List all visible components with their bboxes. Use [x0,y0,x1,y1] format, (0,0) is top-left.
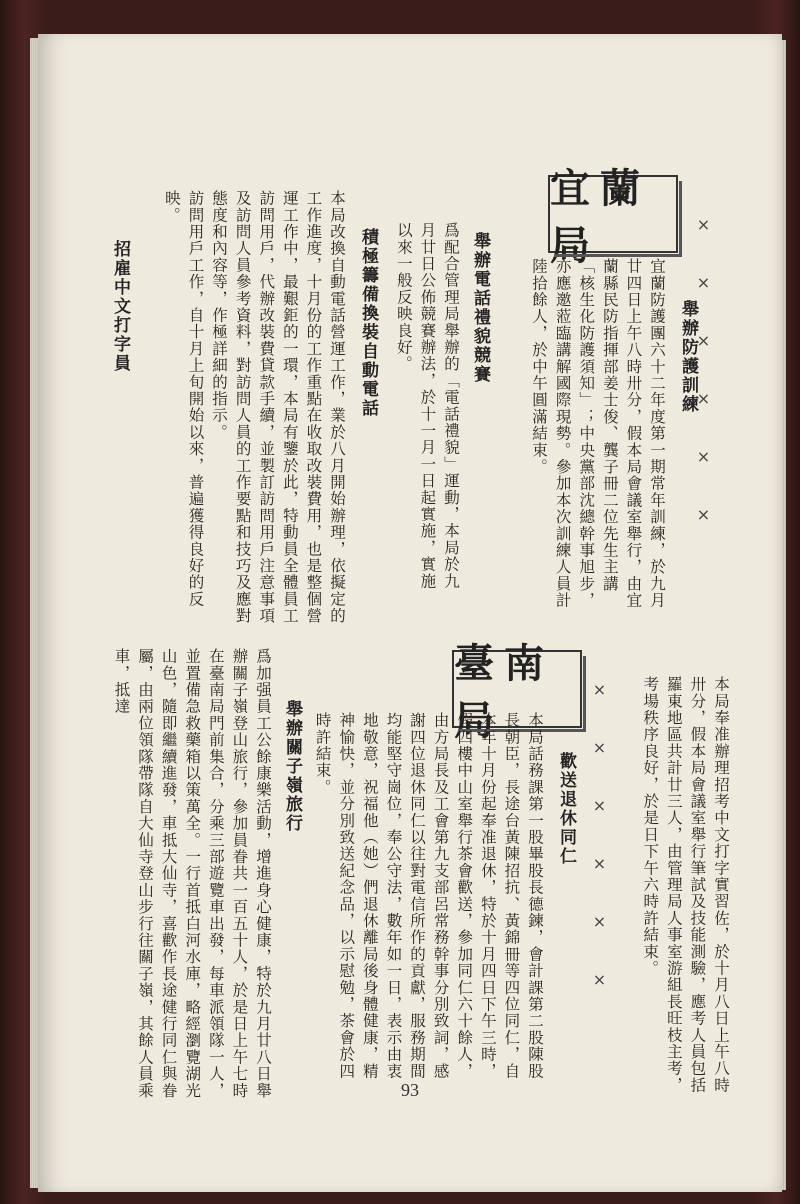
separator-marks-top: ×××××× [694,215,713,563]
article-guanziling-trip: 爲加强員工公餘康樂活動，增進身心健康，特於九月廿八日舉辦關子嶺登山旅行，參加員眷共一百五十人，於是日上午七時在臺南局門前集合，分乘三部遊覽車出發，每車派領隊一人，並置備急救藥箱以策萬全。一行首抵白河水庫，略經瀏覽湖光山色，隨即繼續進發，車抵大仙寺，喜歡作長途健行同仁與眷屬，由兩位領隊帶隊自大仙寺登山步行往關子嶺，其餘人員乘車，抵達 [112,648,272,1099]
heading-protection-training: 舉辦防護訓練 [678,300,698,414]
article-retirement: 本局話務課第一股畢股長德鍊，會計課第二股陳股長朝臣，長途台黃陳招抗、黃錦冊等四位同仁，自本年十月份起奉准退休，特於十月四日下午三時，假四樓中山室舉行茶會歡送，參加同仁六十餘人，由方局長及工會第九支部呂常務幹事分別致詞，感謝四位退休同仁以往對電信所作的貢獻，服務期間均能堅守崗位，奉公守法，數年如一日，表示由衷地敬意，祝福他（她）們退休離局後身體健康，精神愉快，並分別致送紀念品，以示慰勉，茶會於四時許結束。 [313,712,544,1080]
separator-marks-bottom: ×××××× [590,680,609,1028]
tainan-title: 臺南局 [454,640,554,744]
article-protection-training: 宜蘭防護團六十二年度第一期常年訓練，於九月廿四日上午八時卅分，假本局會議室舉行，由宜蘭縣民防指揮部姜士俊、龔子冊二位先生主講「核生化防護須知」；中央黨部沈總幹事旭步，亦應邀蒞臨講解國際現勢。參加本次訓練人員計陸拾餘人，於中午圓滿結束。 [530,258,666,609]
heading-retirement: 歡送退休同仁 [556,752,576,866]
yilan-title: 宜蘭局 [550,165,650,269]
heading-auto-phone: 積極籌備換裝自動電話 [358,228,378,418]
heading-guanziling-trip: 舉辦關子嶺旅行 [282,700,302,833]
article-auto-phone: 本局改換自動電話營運工作，業於八月開始辦理，依擬定的工作進度，十月份的工作重點在收取改裝費用，也是整個營運工作中，最艱鉅的一環，本局有鑒於此，特動員全體員工訪問用戶，代辦改裝費貸款手續，並製訂訪問用戶注意事項及訪問人員參考資料，對訪問人員的工作要點和技巧及應對態度和內容等，作極詳細的指示。 訪問用戶工作，自十月上旬開始以來，普遍獲得良好的反映。 [162,190,346,625]
heading-typist: 招雇中文打字員 [110,240,130,373]
yilan-title-box [548,165,678,269]
article-phone-courtesy: 爲配合管理局舉辦的「電話禮貌」運動，本局於九月廿日公佈競賽辦法，於十一月一日起實施，實施以來一般反映良好。 [394,222,460,590]
article-typist: 本局奉准辦理招考中文打字實習佐，於十月八日上午八時卅分，假本局會議室舉行筆試及技能測驗，應考人員包括羅東地區共計廿三人，由管理局人事室游組長旺枝主考，考場秩序良好，於是日下午六時許結束。 [641,676,730,1094]
heading-phone-courtesy: 舉辦電話禮貌競賽 [470,232,490,384]
page-number: 93 [401,1080,419,1100]
